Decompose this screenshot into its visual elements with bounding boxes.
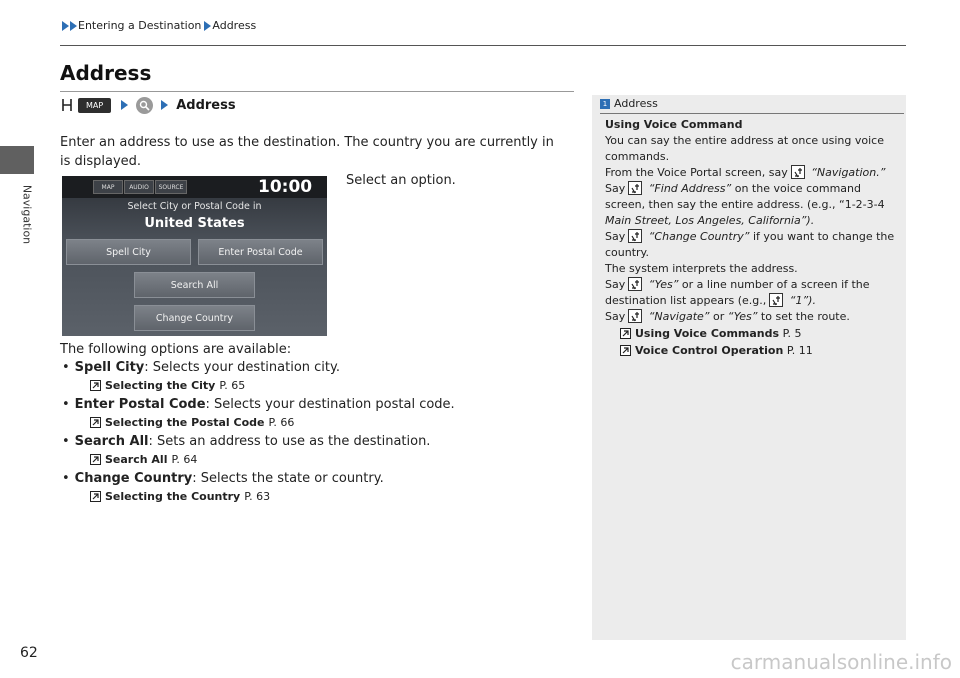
- reference-arrow-icon: [90, 491, 101, 502]
- menu-path: [62, 95, 236, 115]
- option-item: • Search All: Sets an address to use as the destination.: [62, 434, 431, 449]
- search-icon: [136, 97, 153, 114]
- path-destination-label: Address: [176, 97, 236, 113]
- note-line: Say “Yes” or a line number of a screen if the: [605, 278, 870, 291]
- change-country-button[interactable]: Change Country: [134, 305, 255, 331]
- page-number: 62: [20, 645, 38, 661]
- path-arrow-icon: [161, 100, 168, 110]
- reference-arrow-icon: [90, 454, 101, 465]
- voice-command-icon: [791, 165, 805, 179]
- bullet-icon: •: [62, 360, 70, 375]
- search-all-button[interactable]: Search All: [134, 272, 255, 298]
- note-line: destination list appears (e.g., “1”).: [605, 294, 816, 307]
- cross-reference-link[interactable]: Search All P. 64: [90, 453, 197, 466]
- breadcrumb-arrow-icon: [62, 21, 69, 31]
- note-line: Main Street, Los Angeles, California”).: [605, 214, 815, 227]
- section-side-label: Navigation: [20, 184, 34, 245]
- note-line: commands.: [605, 150, 670, 163]
- option-item: • Enter Postal Code: Selects your destination postal code.: [62, 397, 455, 412]
- option-item: • Spell City: Selects your destination city.: [62, 360, 340, 375]
- note-reference-link[interactable]: Using Voice Commands P. 5: [620, 326, 915, 342]
- breadcrumb-item[interactable]: Entering a Destination: [78, 19, 202, 32]
- bullet-icon: •: [62, 471, 70, 486]
- cross-reference-link[interactable]: Selecting the Country P. 63: [90, 490, 270, 503]
- screen-caption: Select City or Postal Code in: [127, 201, 262, 212]
- header-divider: [60, 45, 906, 46]
- voice-command-icon: [628, 181, 642, 195]
- intro-text: Enter an address to use as the destination. The country you are currently in is displayed.: [60, 135, 554, 169]
- bullet-icon: •: [62, 397, 70, 412]
- note-line: Say “Find Address” on the voice command: [605, 182, 861, 195]
- section-tab-marker: [0, 146, 34, 174]
- note-line: The system interprets the address.: [605, 262, 798, 275]
- bullet-icon: •: [62, 434, 70, 449]
- spell-city-button[interactable]: Spell City: [66, 239, 191, 265]
- title-divider: [60, 91, 574, 92]
- address-screen-image: [62, 176, 327, 336]
- path-arrow-icon: [121, 100, 128, 110]
- enter-postal-code-button[interactable]: Enter Postal Code: [198, 239, 323, 265]
- cross-reference-link[interactable]: Selecting the City P. 65: [90, 379, 245, 392]
- voice-command-icon: [628, 309, 642, 323]
- breadcrumb: [62, 19, 256, 32]
- screen-map-tab[interactable]: MAP: [93, 180, 123, 194]
- cross-reference-link[interactable]: Selecting the Postal Code P. 66: [90, 416, 294, 429]
- note-panel-title: 1 Address: [600, 97, 658, 110]
- reference-arrow-icon: [90, 380, 101, 391]
- option-item: • Change Country: Selects the state or country.: [62, 471, 384, 486]
- note-line: From the Voice Portal screen, say “Navigation.”: [605, 166, 886, 179]
- watermark: carmanualsonline.info: [730, 650, 952, 674]
- note-heading: Using Voice Command: [605, 118, 743, 131]
- reference-arrow-icon: [90, 417, 101, 428]
- breadcrumb-item[interactable]: Address: [212, 19, 257, 32]
- voice-command-icon: [628, 277, 642, 291]
- breadcrumb-arrow-icon: [70, 21, 77, 31]
- voice-command-icon: [769, 293, 783, 307]
- reference-arrow-icon: [620, 328, 631, 339]
- screen-clock: 10:00: [258, 177, 313, 197]
- home-icon: [62, 98, 72, 112]
- voice-command-icon: [628, 229, 642, 243]
- screen-source-tab[interactable]: SOURCE: [155, 180, 187, 194]
- note-reference-link[interactable]: Voice Control Operation P. 11: [620, 343, 915, 359]
- screen-country: United States: [144, 216, 245, 231]
- note-line: country.: [605, 246, 649, 259]
- page-title: Address: [60, 61, 152, 85]
- screen-audio-tab[interactable]: AUDIO: [124, 180, 154, 194]
- note-line: Say “Change Country” if you want to change the: [605, 230, 895, 243]
- breadcrumb-arrow-icon: [204, 21, 211, 31]
- select-option-text: Select an option.: [346, 173, 456, 188]
- options-intro: The following options are available:: [60, 342, 292, 357]
- note-line: Say “Navigate” or “Yes” to set the route.: [605, 310, 850, 323]
- note-line: screen, then say the entire address. (e.g., “1-2-3-4: [605, 198, 885, 211]
- reference-arrow-icon: [620, 345, 631, 356]
- map-button-icon: MAP: [78, 98, 111, 113]
- note-number-badge: 1: [600, 99, 610, 109]
- note-line: You can say the entire address at once using voice: [605, 134, 884, 147]
- note-panel-divider: [600, 113, 904, 114]
